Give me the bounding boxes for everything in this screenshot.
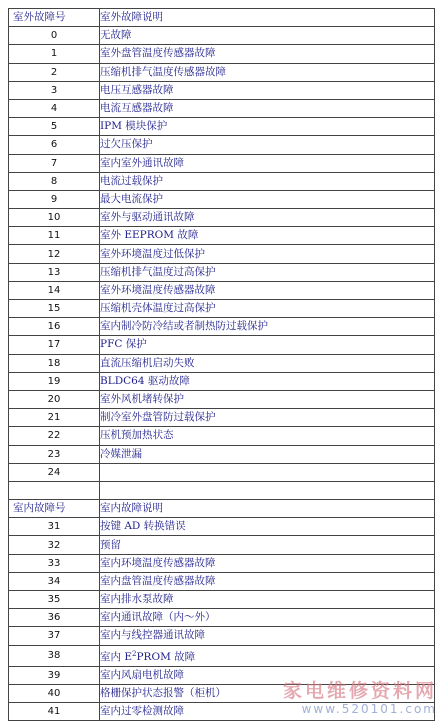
fault-description: 室内排水泵故障 — [100, 591, 435, 609]
table-row — [9, 136, 435, 154]
fault-description: 室内制冷防冷结或者制热防过载保护 — [100, 318, 435, 336]
fault-code: 6 — [9, 136, 100, 154]
table-row — [9, 518, 435, 536]
fault-description: 室外与驱动通讯故障 — [100, 209, 435, 227]
table-row — [9, 354, 435, 372]
table-row — [9, 263, 435, 281]
fault-description: BLDC64 驱动故障 — [100, 372, 435, 390]
separator-row — [9, 481, 435, 499]
fault-description: 室外风机堵转保护 — [100, 390, 435, 408]
table-row — [9, 409, 435, 427]
fault-code: 11 — [9, 227, 100, 245]
table-row — [9, 27, 435, 45]
fault-code: 14 — [9, 281, 100, 299]
fault-code: 19 — [9, 372, 100, 390]
table-row — [9, 591, 435, 609]
fault-code: 16 — [9, 318, 100, 336]
fault-description: 室内通讯故障（内～外） — [100, 609, 435, 627]
table-row — [9, 684, 435, 702]
fault-code: 18 — [9, 354, 100, 372]
table-row — [9, 172, 435, 190]
table-row — [9, 318, 435, 336]
table-row — [9, 227, 435, 245]
fault-description: 室内盘管温度传感器故障 — [100, 572, 435, 590]
fault-code: 22 — [9, 427, 100, 445]
fault-description: 无故障 — [100, 27, 435, 45]
fault-code: 39 — [9, 666, 100, 684]
fault-description: 最大电流保护 — [100, 190, 435, 208]
fault-code: 2 — [9, 63, 100, 81]
table-row — [9, 445, 435, 463]
fault-code: 13 — [9, 263, 100, 281]
fault-description: PFC 保护 — [100, 336, 435, 354]
fault-description: 室外盘管温度传感器故障 — [100, 45, 435, 63]
table-row — [9, 645, 435, 666]
fault-code: 8 — [9, 172, 100, 190]
fault-description: 预留 — [100, 536, 435, 554]
fault-code: 38 — [9, 645, 100, 666]
fault-code: 23 — [9, 445, 100, 463]
fault-description: 电流过载保护 — [100, 172, 435, 190]
table-row — [9, 81, 435, 99]
fault-code-table — [8, 8, 435, 721]
fault-description: 按键 AD 转换错误 — [100, 518, 435, 536]
empty-cell — [9, 481, 100, 499]
table-row — [9, 609, 435, 627]
fault-code: 15 — [9, 300, 100, 318]
table-row — [9, 554, 435, 572]
fault-code: 0 — [9, 27, 100, 45]
table-row — [9, 463, 435, 481]
fault-code: 35 — [9, 591, 100, 609]
desc-prefix: 室内 E — [100, 650, 133, 663]
fault-code: 34 — [9, 572, 100, 590]
fault-code: 4 — [9, 99, 100, 117]
fault-description: 压缩机壳体温度过高保护 — [100, 300, 435, 318]
indoor-desc-header: 室内故障说明 — [100, 500, 435, 518]
fault-description: 电压互感器故障 — [100, 81, 435, 99]
watermark-title: 家电维修资料网 — [282, 680, 437, 702]
fault-code: 9 — [9, 190, 100, 208]
fault-description: 冷媒泄漏 — [100, 445, 435, 463]
fault-code: 20 — [9, 390, 100, 408]
table-row — [9, 154, 435, 172]
fault-code: 3 — [9, 81, 100, 99]
indoor-header-row — [9, 500, 435, 518]
fault-code: 37 — [9, 627, 100, 645]
fault-description: 压机预加热状态 — [100, 427, 435, 445]
watermark-url: www.520101.com — [301, 702, 437, 716]
fault-description: 室内室外通讯故障 — [100, 154, 435, 172]
table-row — [9, 300, 435, 318]
table-row — [9, 336, 435, 354]
fault-code: 33 — [9, 554, 100, 572]
fault-description — [100, 645, 435, 666]
table-row — [9, 209, 435, 227]
fault-code: 21 — [9, 409, 100, 427]
fault-description: 电流互感器故障 — [100, 99, 435, 117]
fault-description: 制冷室外盘管防过载保护 — [100, 409, 435, 427]
fault-description: 格栅保护状态报警（柜机） — [100, 684, 435, 702]
fault-description: 室外环境温度过低保护 — [100, 245, 435, 263]
fault-description — [100, 463, 435, 481]
fault-code: 40 — [9, 684, 100, 702]
fault-code: 36 — [9, 609, 100, 627]
fault-code: 10 — [9, 209, 100, 227]
table-row — [9, 372, 435, 390]
fault-code: 32 — [9, 536, 100, 554]
table-row — [9, 536, 435, 554]
superscript-2: 2 — [132, 649, 137, 658]
table-row — [9, 118, 435, 136]
outdoor-header-row — [9, 9, 435, 27]
fault-code: 1 — [9, 45, 100, 63]
table-row — [9, 572, 435, 590]
table-row — [9, 427, 435, 445]
fault-description: 室外 EEPROM 故障 — [100, 227, 435, 245]
fault-description: 室内过零检测故障 — [100, 702, 435, 720]
fault-code: 31 — [9, 518, 100, 536]
fault-description: 过欠压保护 — [100, 136, 435, 154]
fault-code: 24 — [9, 463, 100, 481]
fault-code: 12 — [9, 245, 100, 263]
fault-description: 压缩机排气温度过高保护 — [100, 263, 435, 281]
fault-code: 41 — [9, 702, 100, 720]
empty-cell — [100, 481, 435, 499]
table-row — [9, 45, 435, 63]
fault-code: 17 — [9, 336, 100, 354]
outdoor-desc-header: 室外故障说明 — [100, 9, 435, 27]
table-row — [9, 245, 435, 263]
table-row — [9, 627, 435, 645]
fault-description: IPM 模块保护 — [100, 118, 435, 136]
indoor-code-header: 室内故障号 — [9, 500, 100, 518]
fault-description: 室内环境温度传感器故障 — [100, 554, 435, 572]
table-row — [9, 63, 435, 81]
fault-description: 室外环境温度传感器故障 — [100, 281, 435, 299]
table-row — [9, 99, 435, 117]
table-row — [9, 666, 435, 684]
fault-description: 室内与线控器通讯故障 — [100, 627, 435, 645]
table-row — [9, 702, 435, 720]
fault-code: 7 — [9, 154, 100, 172]
outdoor-code-header: 室外故障号 — [9, 9, 100, 27]
fault-description: 压缩机排气温度传感器故障 — [100, 63, 435, 81]
fault-description: 直流压缩机启动失败 — [100, 354, 435, 372]
desc-suffix: PROM 故障 — [136, 650, 196, 663]
table-row — [9, 390, 435, 408]
table-row — [9, 190, 435, 208]
table-row — [9, 281, 435, 299]
fault-description: 室内风扇电机故障 — [100, 666, 435, 684]
fault-code: 5 — [9, 118, 100, 136]
